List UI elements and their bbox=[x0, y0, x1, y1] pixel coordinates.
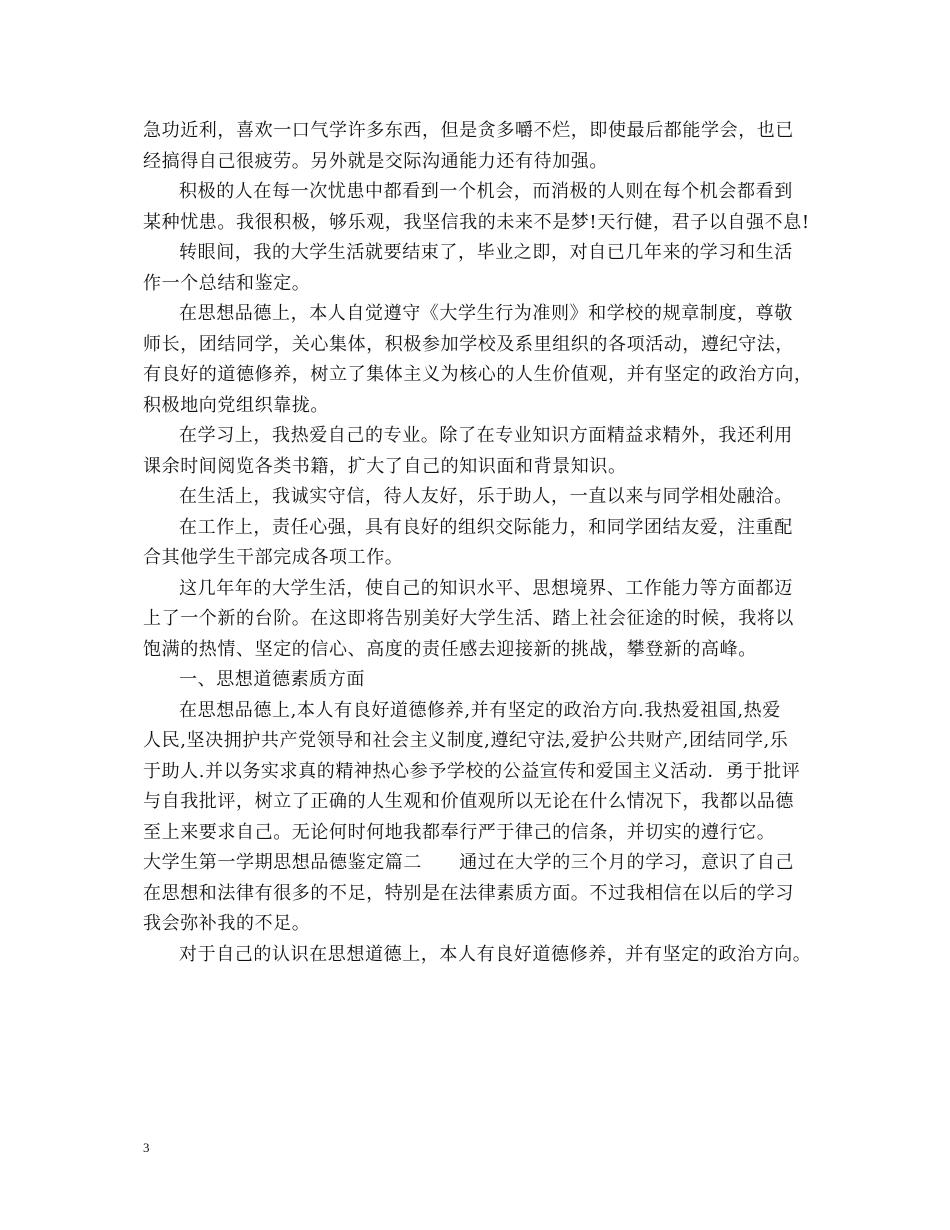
text-line: 转眼间，我的大学生活就要结束了，毕业之即，对自已几年来的学习和生活 bbox=[179, 242, 793, 263]
text-line: 我会弥补我的不足。 bbox=[143, 913, 311, 934]
text-line: 在思想品德上,本人有良好道德修养,并有坚定的政治方向.我热爱祖国,热爱 bbox=[179, 699, 781, 721]
body-text bbox=[143, 116, 823, 970]
text-line: 大学生第一学期思想品德鉴定篇二 通过在大学的三个月的学习，意识了自己 bbox=[143, 852, 794, 873]
text-line: 在思想品德上，本人自觉遵守《大学生行为准则》和学校的规章制度，尊敬 bbox=[179, 303, 793, 324]
text-line: 人民,坚决拥护共产党领导和社会主义制度,遵纪守法,爱护公共财产,团结同学,乐 bbox=[143, 730, 789, 751]
text-line: 课余时间阅览各类书籍，扩大了自己的知识面和背景知识。 bbox=[143, 455, 627, 477]
text-line: 与自我批评，树立了正确的人生观和价值观所以无论在什么情况下，我都以品德 bbox=[143, 791, 794, 812]
text-line: 上了一个新的台阶。在这即将告别美好大学生活、踏上社会征途的时候，我将以 bbox=[143, 608, 794, 629]
text-line: 急功近利，喜欢一口气学许多东西，但是贪多嚼不烂，即使最后都能学会，也已 bbox=[143, 120, 794, 141]
text-line: 积极的人在每一次忧患中都看到一个机会，而消极的人则在每个机会都看到 bbox=[179, 181, 793, 202]
text-line: 在思想和法律有很多的不足，特别是在法律素质方面。不过我相信在以后的学习 bbox=[143, 882, 794, 904]
text-line: 有良好的道德修养，树立了集体主义为核心的人生价值观，并有坚定的政治方向， bbox=[143, 364, 813, 385]
text-line: 在学习上，我热爱自己的专业。除了在专业知识方面精益求精外，我还利用 bbox=[179, 425, 793, 446]
text-line: 在工作上，责任心强，具有良好的组织交际能力，和同学团结友爱，注重配 bbox=[179, 516, 793, 538]
text-line: 对于自己的认识在思想道德上，本人有良好道德修养，并有坚定的政治方向。 bbox=[179, 943, 812, 965]
text-line: 于助人.并以务实求真的精神热心参予学校的公益宣传和爱国主义活动．勇于批评 bbox=[143, 760, 801, 782]
text-line: 这几年年的大学生活，使自己的知识水平、思想境界、工作能力等方面都迈 bbox=[179, 577, 793, 599]
text-line: 某种忧患。我很积极，够乐观，我坚信我的未来不是梦!天行健，君子以自强不息! bbox=[143, 211, 810, 233]
text-line: 师长，团结同学，关心集体，积极参加学校及系里组织的各项活动，遵纪守法， bbox=[143, 333, 794, 355]
text-line: 作一个总结和鉴定。 bbox=[143, 272, 311, 294]
text-line: 积极地向党组织靠拢。 bbox=[143, 394, 329, 416]
page-number: 3 bbox=[143, 1140, 150, 1155]
section-heading: 一、思想道德素质方面 bbox=[179, 669, 365, 690]
text-line: 饱满的热情、坚定的信心、高度的责任感去迎接新的挑战，攀登新的高峰。 bbox=[143, 638, 757, 660]
text-line: 至上来要求自己。无论何时何地我都奉行严于律己的信条，并切实的遵行它。 bbox=[143, 821, 776, 843]
text-line: 经搞得自己很疲劳。另外就是交际沟通能力还有待加强。 bbox=[143, 150, 608, 172]
text-line: 合其他学生干部完成各项工作。 bbox=[143, 547, 404, 568]
text-line: 在生活上，我诚实守信，待人友好，乐于助人，一直以来与同学相处融洽。 bbox=[179, 486, 793, 507]
